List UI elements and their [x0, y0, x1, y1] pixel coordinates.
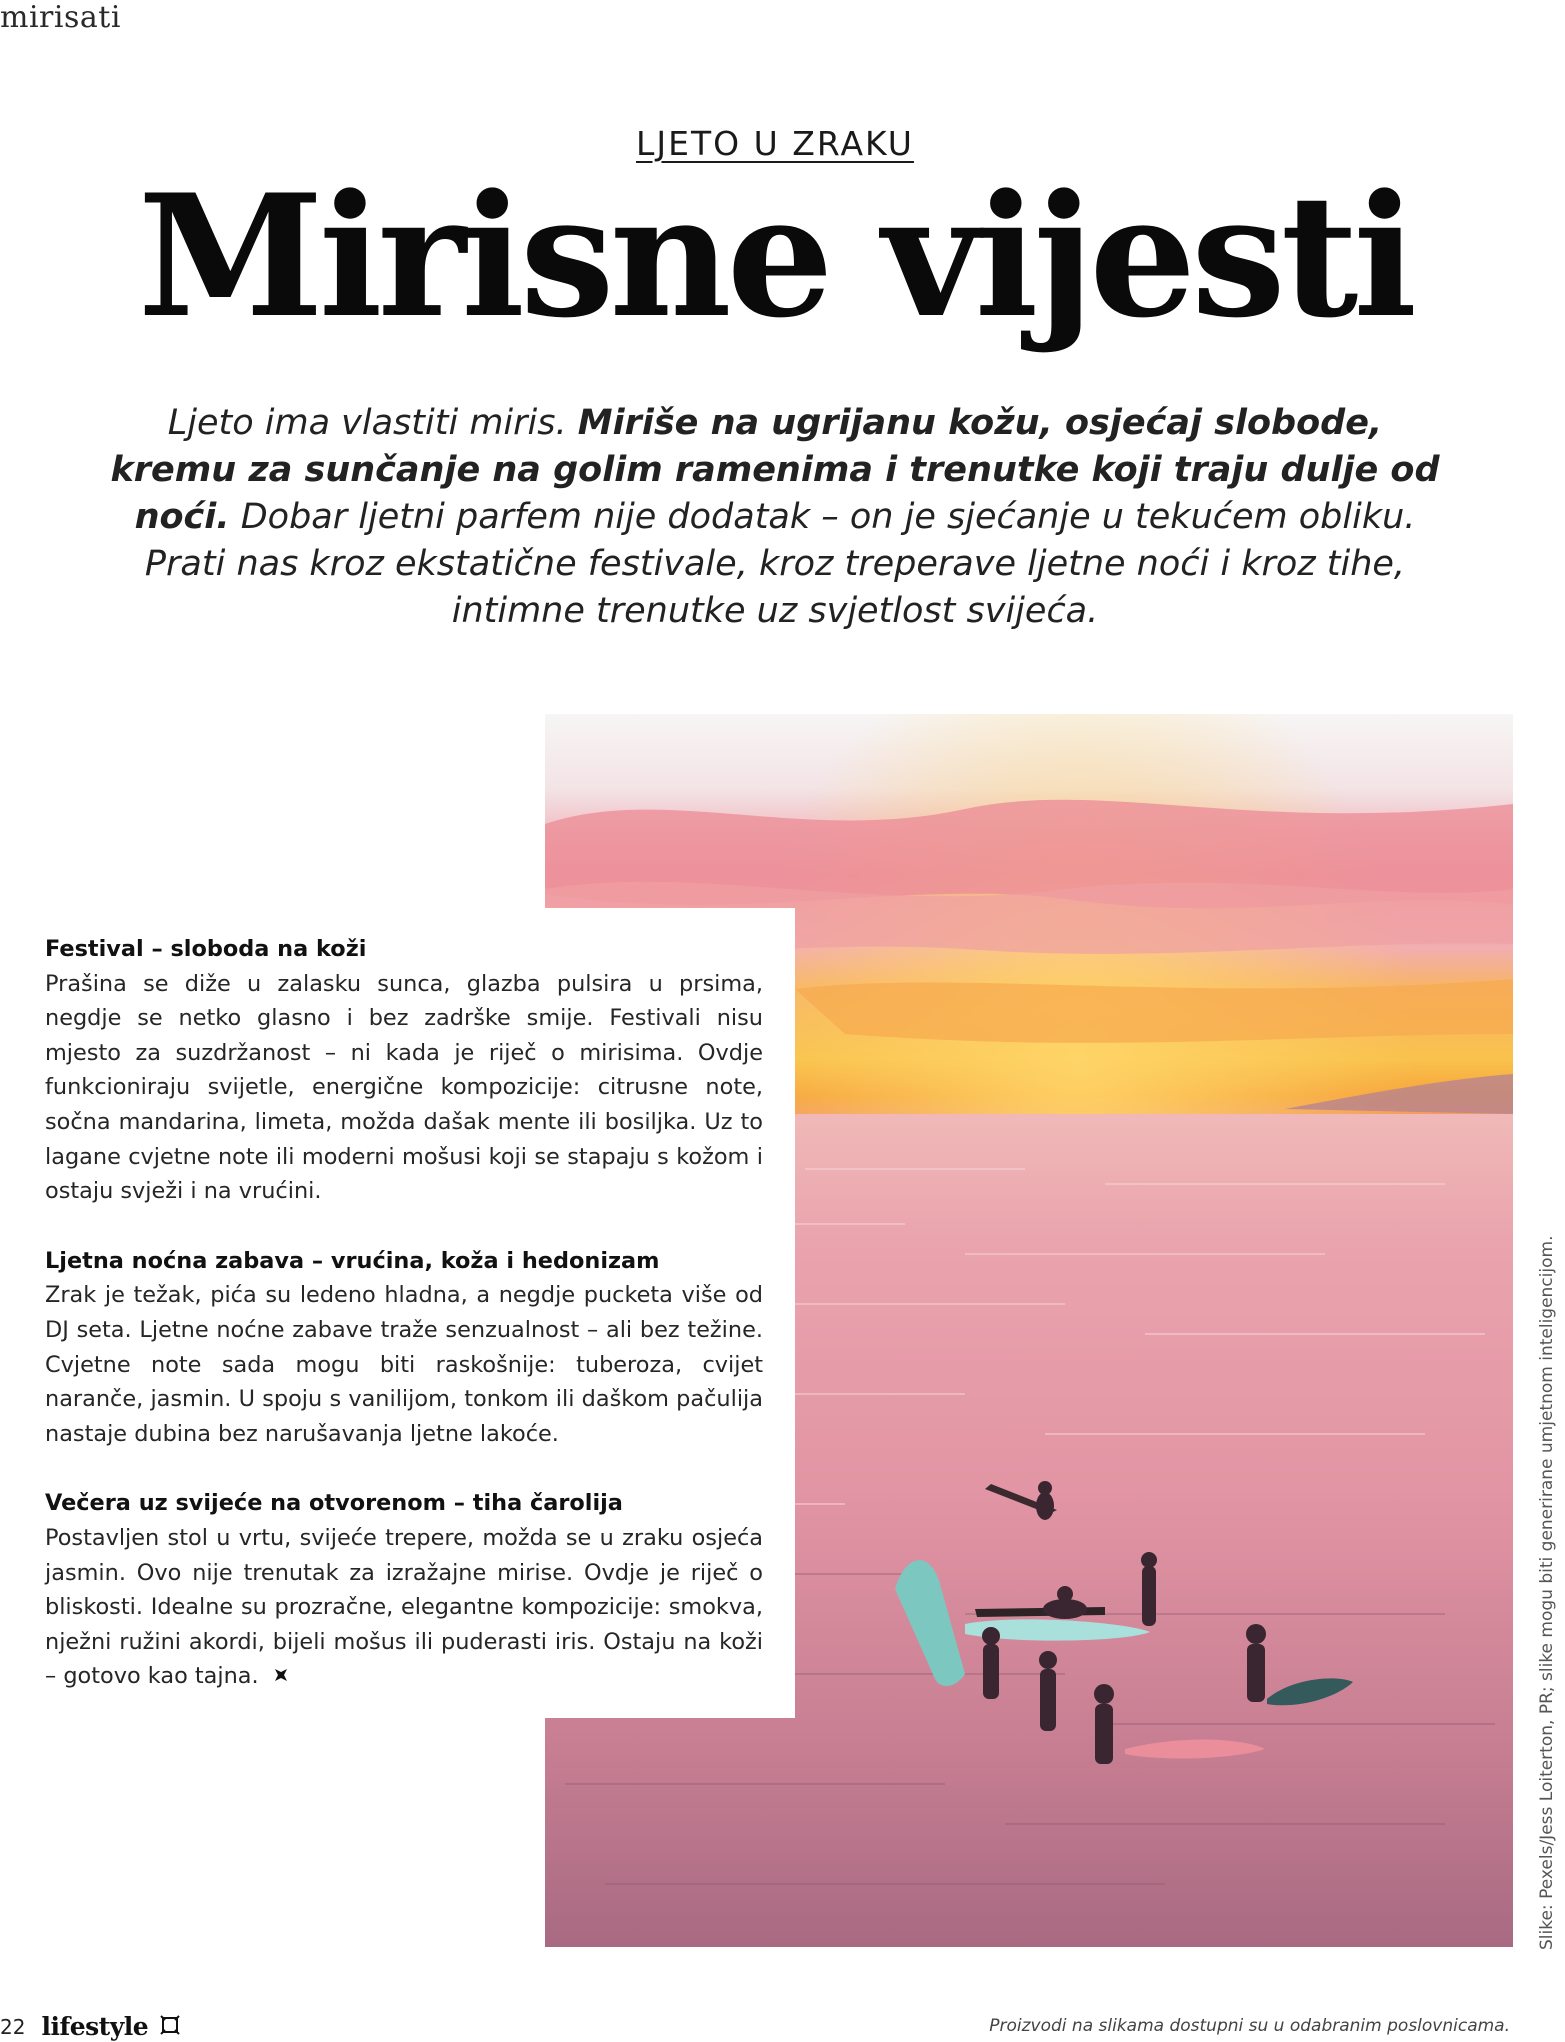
- cross-endmark-icon: [273, 1660, 289, 1695]
- kicker-text: LJETO U ZRAKU: [636, 124, 914, 163]
- page-number: 22: [0, 2014, 26, 2039]
- square-frame-icon: [160, 2013, 180, 2041]
- photo-credit-wrap: [1525, 1235, 1565, 1950]
- article-body: [45, 932, 763, 1695]
- section-heading-festival: Festival – sloboda na koži: [45, 936, 367, 962]
- section-body-night-party: Zrak je težak, pića su ledeno hladna, a negdje pucketa više od DJ seta. Ljetne noćne zabave traže senzualnost – ali bez težine. Cvjetne note sada mogu biti raskošnije: tuberoza, cvijet naranče, jasmin. U spoju s vanilijom, tonkom ili daškom pačulija nastaje dubina bez narušavanja ljetne lakoće.: [45, 1282, 763, 1447]
- footer-note: Proizvodi na slikama dostupni su u odabranim poslovnicama.: [989, 2016, 1510, 2036]
- page-title: Mirisne vijesti: [137, 157, 1413, 355]
- intro-bold: Miriše na ugrijanu kožu, osjećaj slobode, kremu za sunčanje na golim ramenima i trenutke koji traju dulje od noći.: [110, 403, 1440, 537]
- section-body-festival: Prašina se diže u zalasku sunca, glazba pulsira u prsima, negdje se netko glasno i bez zadrške smije. Festivali nisu mjesto za suzdržanost – ni kada je riječ o mirisima. Ovdje funkcioniraju svijetle, energične kompozicije: citrusne note, sočna mandarina, limeta, možda dašak mente ili bosiljka. Uz to lagane cvjetne note ili moderni mošusi koji se stapaju s kožom i ostaju svježi i na vrućini.: [45, 970, 763, 1205]
- brand-name: lifestyle: [41, 2012, 149, 2041]
- section-heading-night-party: Ljetna noćna zabava – vrućina, koža i hedonizam: [45, 1247, 660, 1274]
- intro-paragraph: [110, 400, 1440, 635]
- intro-part2: Dobar ljetni parfem nije dodatak – on je sjećanje u tekućem obliku. Prati nas kroz ekstatične festivale, kroz treperave ljetne noći i kroz tihe, intimne trenutke uz svjetlost svijeća.: [144, 497, 1416, 631]
- section-tag: mirisati: [0, 0, 121, 35]
- footer-brand: [0, 2012, 180, 2041]
- section-body-candle-dinner-wrap: [45, 1521, 763, 1695]
- section-heading-candle-dinner: Večera uz svijeće na otvorenom – tiha čarolija: [45, 1490, 623, 1517]
- intro-part1: Ljeto ima vlastiti miris.: [167, 403, 578, 443]
- section-body-candle-dinner: Postavljen stol u vrtu, svijeće trepere, možda se u zraku osjeća jasmin. Ovo nije trenutak za izražajne mirise. Ovdje je riječ o bliskosti. Idealne su prozračne, elegantne kompozicije: smokva, nježni ružini akordi, bijeli mošus ili puderasti iris. Ostaju na koži – gotovo kao tajna.: [45, 1524, 763, 1690]
- photo-credit: Slike: Pexels/Jess Loiterton, PR; slike mogu biti generirane umjetnom inteligencijom.: [1537, 1235, 1557, 1950]
